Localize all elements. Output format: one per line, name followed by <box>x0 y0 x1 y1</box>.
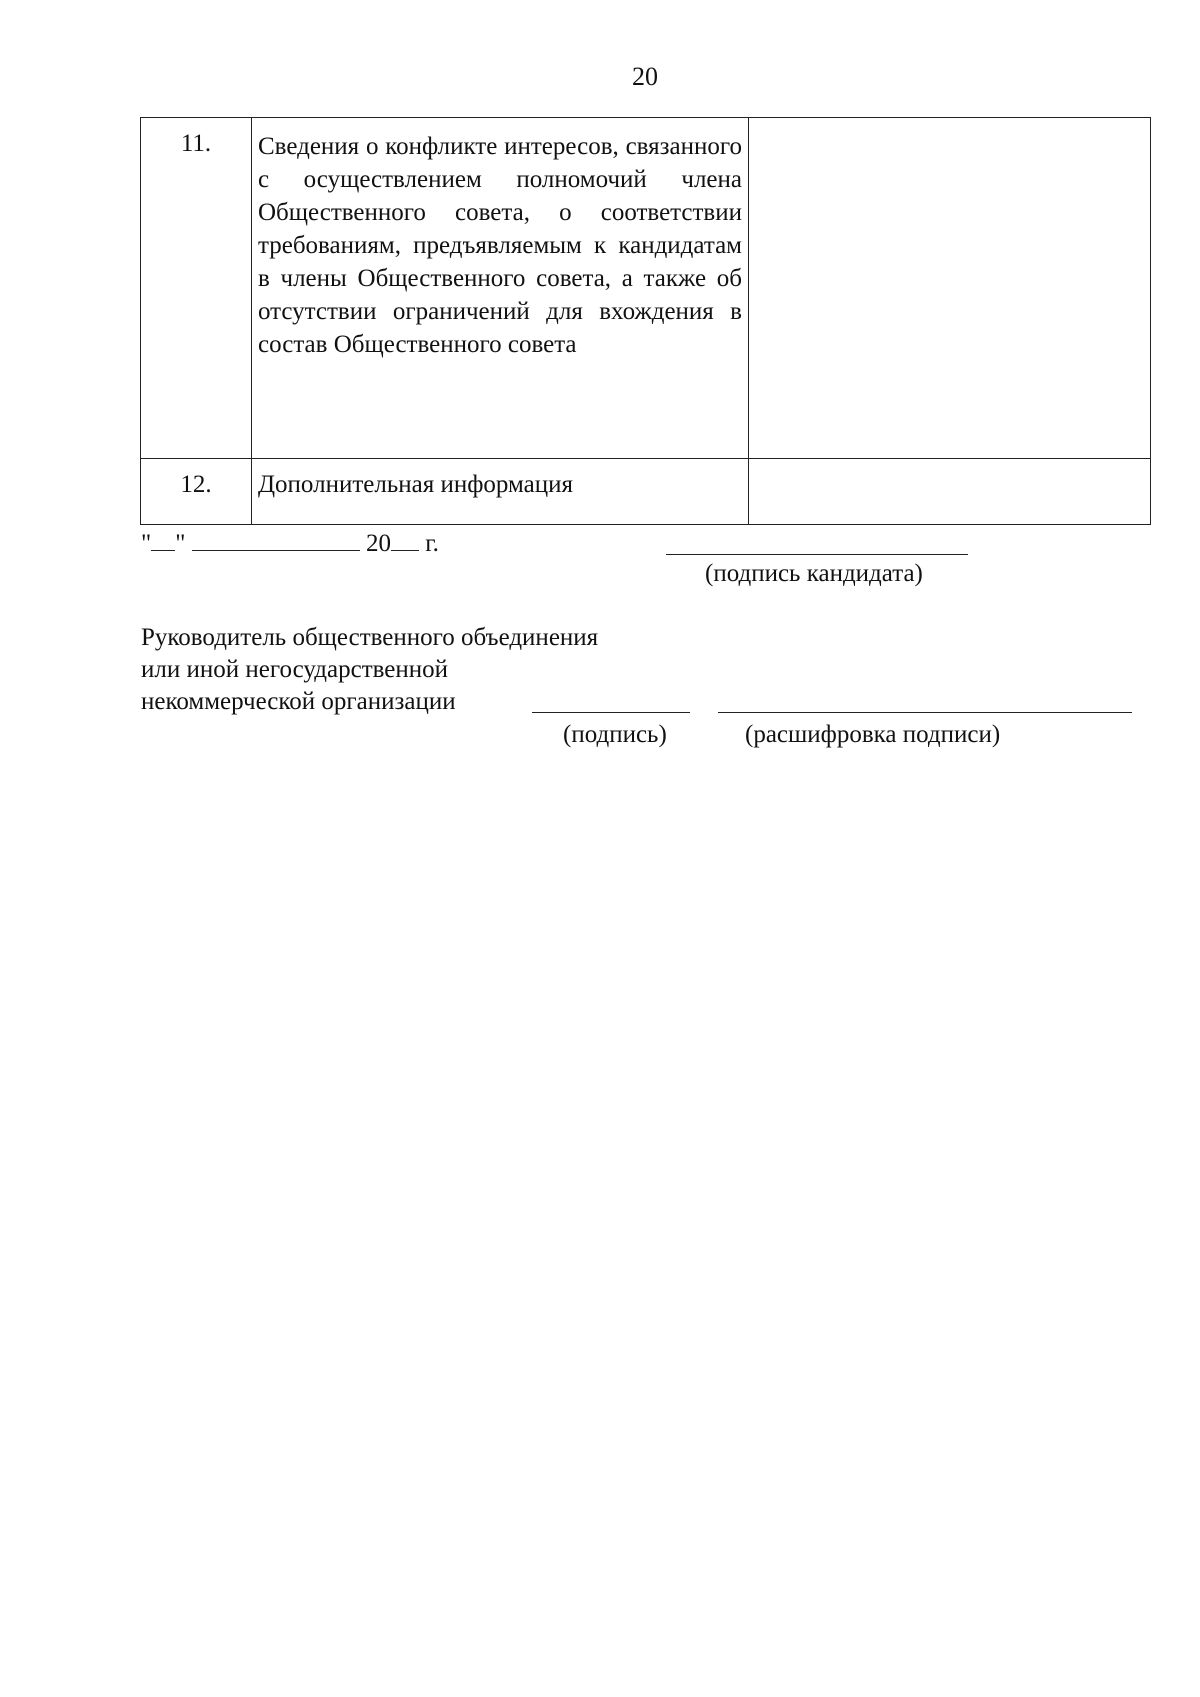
month-blank[interactable] <box>192 528 360 551</box>
leader-title <box>141 622 598 718</box>
date-open-quote: " <box>141 530 152 557</box>
row-value-field[interactable] <box>749 459 1151 525</box>
leader-signature-caption: (подпись) <box>563 721 667 748</box>
page-number: 20 <box>632 62 658 91</box>
year-blank[interactable] <box>391 528 419 551</box>
leader-title-line: или иной негосударственной <box>141 656 449 683</box>
row-value-field[interactable] <box>749 118 1151 459</box>
year-suffix: г. <box>425 530 439 557</box>
table-row <box>141 459 1151 525</box>
day-blank[interactable] <box>151 528 175 551</box>
year-prefix: 20 <box>365 530 391 557</box>
leader-title-line: Руководитель общественного объединения <box>141 624 599 651</box>
leader-signature-decode-line[interactable] <box>718 712 1132 713</box>
date-line <box>141 528 439 558</box>
date-close-quote: " <box>175 530 186 557</box>
row-number: 12. <box>141 459 252 525</box>
row-label: Дополнительная информация <box>252 459 749 525</box>
row-label: Сведения о конфликте интересов, связанного с осуществлением полномочий члена Общественного совета, о соответствии требованиям, предъявляемым к кандидатам в члены Общественного совета, а также об отсутствии ограничений для вхождения в состав Общественного совета <box>252 118 749 459</box>
form-table <box>140 117 1151 525</box>
leader-signature-line[interactable] <box>532 712 690 713</box>
leader-title-line: некоммерческой организации <box>141 688 456 715</box>
row-number: 11. <box>141 118 252 459</box>
leader-decode-caption: (расшифровка подписи) <box>745 721 1001 748</box>
candidate-signature-caption: (подпись кандидата) <box>705 560 923 587</box>
candidate-signature-line[interactable] <box>666 554 968 555</box>
table-row <box>141 118 1151 459</box>
